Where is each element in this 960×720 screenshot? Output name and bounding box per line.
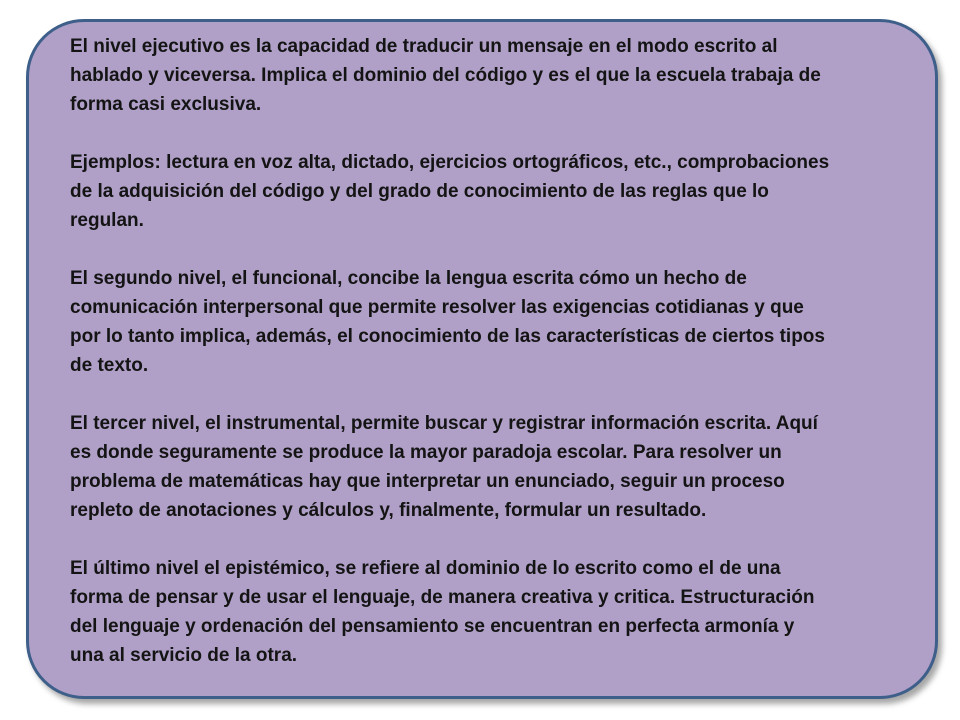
text-content (70, 32, 906, 670)
paragraph-nivel-instrumental (70, 409, 906, 525)
paragraph-ejemplos (70, 148, 906, 235)
text-line: forma casi exclusiva. (70, 94, 262, 115)
text-line: es donde seguramente se produce la mayor paradoja escolar. Para resolver un (70, 442, 782, 463)
text-line: Ejemplos: lectura en voz alta, dictado, ejercicios ortográficos, etc., comprobaciones (70, 152, 830, 173)
text-line: El último nivel el epistémico, se refiere al dominio de lo escrito como el de una (70, 558, 781, 579)
text-line: del lenguaje y ordenación del pensamiento se encuentran en perfecta armonía y (70, 616, 795, 637)
text-line: El nivel ejecutivo es la capacidad de traducir un mensaje en el modo escrito al (70, 36, 778, 57)
text-line: una al servicio de la otra. (70, 645, 298, 666)
text-line: El tercer nivel, el instrumental, permite buscar y registrar información escrita. Aquí (70, 413, 818, 434)
text-line: por lo tanto implica, además, el conocimiento de las características de ciertos tipos (70, 326, 825, 347)
text-line: regulan. (70, 210, 144, 231)
text-line: problema de matemáticas hay que interpretar un enunciado, seguir un proceso (70, 471, 785, 492)
text-line: de texto. (70, 355, 149, 376)
text-line: hablado y viceversa. Implica el dominio del código y es el que la escuela trabaja de (70, 65, 821, 86)
text-line: comunicación interpersonal que permite resolver las exigencias cotidianas y que (70, 297, 804, 318)
paragraph-nivel-ejecutivo (70, 32, 906, 119)
paragraph-nivel-funcional (70, 264, 906, 380)
text-line: repleto de anotaciones y cálculos y, finalmente, formular un resultado. (70, 500, 707, 521)
text-line: El segundo nivel, el funcional, concibe la lengua escrita cómo un hecho de (70, 268, 747, 289)
text-line: de la adquisición del código y del grado de conocimiento de las reglas que lo (70, 181, 769, 202)
text-line: forma de pensar y de usar el lenguaje, de manera creativa y critica. Estructuración (70, 587, 815, 608)
paragraph-nivel-epistemico (70, 554, 906, 670)
